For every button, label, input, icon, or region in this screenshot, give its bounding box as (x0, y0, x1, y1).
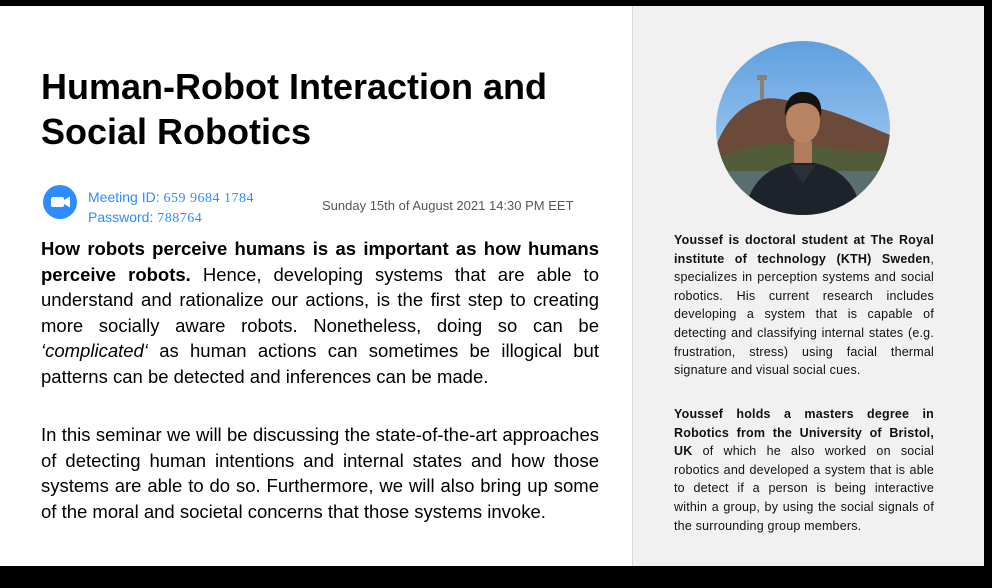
meeting-id-label: Meeting ID: (88, 189, 160, 205)
meeting-id-value[interactable]: 659 9684 1784 (163, 191, 254, 206)
speaker-bio-2-text: of which he also worked on social robotics and developed a system that is able to detect if a person is being interactive within a group, by using the social signals of the surrounding group members. (674, 444, 934, 533)
meeting-password-label: Password: (88, 209, 154, 225)
meeting-info (88, 188, 254, 228)
flyer-page (0, 6, 984, 566)
abstract-text-b: as human actions can sometimes be illogical but patterns can be detected and inferences can be made. (41, 340, 599, 387)
abstract-lead: How robots perceive humans is as important as how humans perceive robots. (41, 238, 599, 285)
meeting-id-line[interactable] (88, 188, 254, 208)
abstract-paragraph-1 (41, 236, 599, 389)
speaker-bio-1 (674, 231, 934, 380)
abstract-emphasis: ‘complicated‘ (41, 340, 148, 361)
zoom-camera-icon (43, 185, 77, 219)
meeting-password-value[interactable]: 788764 (157, 211, 203, 226)
meeting-password-line[interactable] (88, 208, 254, 228)
speaker-bio-1-text: , specializes in perception systems and social robotics. His current research includes developing a system that is capable of detecting and classifying internal states (e.g. frustration, stress) using facial thermal signature and visual social cues. (674, 251, 934, 378)
abstract-text-a: Hence, developing systems that are able to understand and rationalize our actions, is the first step to creating more socially aware robots. Nonetheless, doing so can be (41, 263, 599, 336)
abstract-paragraph-2: In this seminar we will be discussing the state-of-the-art approaches of detecting human intentions and internal states and how those systems are able to do so. Furthermore, we will also bring up some of the moral and societal concerns that those systems invoke. (41, 424, 599, 522)
speaker-bio-2 (674, 405, 934, 535)
event-datetime: Sunday 15th of August 2021 14:30 PM EET (322, 198, 574, 213)
speaker-photo (716, 41, 890, 215)
event-title: Human-Robot Interaction and Social Robotics (41, 66, 547, 152)
speaker-bio-2-lead: Youssef holds a masters degree in Robotics from the University of Bristol, UK (674, 407, 934, 459)
speaker-bio-1-lead: Youssef is doctoral student at The Royal institute of technology (KTH) Sweden (674, 233, 934, 266)
